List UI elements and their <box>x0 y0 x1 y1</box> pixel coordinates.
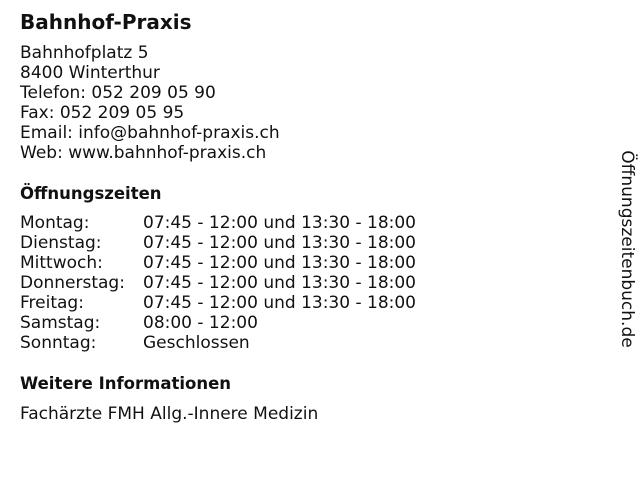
hours-day: Sonntag: <box>20 333 97 353</box>
web-line: Web: www.bahnhof-praxis.ch <box>20 143 267 163</box>
email-line: Email: info@bahnhof-praxis.ch <box>20 123 280 143</box>
hours-row-sunday <box>20 333 416 353</box>
opening-hours-table <box>20 213 416 353</box>
hours-time: 07:45 - 12:00 und 13:30 - 18:00 <box>143 253 416 273</box>
hours-row-thursday <box>20 273 416 293</box>
hours-row-monday <box>20 213 416 233</box>
hours-day: Dienstag: <box>20 233 102 253</box>
opening-hours-heading: Öffnungszeiten <box>20 184 162 203</box>
address-city: 8400 Winterthur <box>20 63 160 83</box>
address-street: Bahnhofplatz 5 <box>20 43 149 63</box>
fax-line: Fax: 052 209 05 95 <box>20 103 185 123</box>
hours-row-saturday <box>20 313 416 333</box>
hours-time: 07:45 - 12:00 und 13:30 - 18:00 <box>143 213 416 233</box>
hours-time: 07:45 - 12:00 und 13:30 - 18:00 <box>143 233 416 253</box>
further-info-text: Fachärzte FMH Allg.-Innere Medizin <box>20 404 319 424</box>
hours-time: 08:00 - 12:00 <box>143 313 258 333</box>
address-block <box>20 43 280 163</box>
hours-time: 07:45 - 12:00 und 13:30 - 18:00 <box>143 273 416 293</box>
hours-time: 07:45 - 12:00 und 13:30 - 18:00 <box>143 293 416 313</box>
hours-day: Donnerstag: <box>20 273 125 293</box>
hours-day: Samstag: <box>20 313 101 333</box>
hours-day: Mittwoch: <box>20 253 103 273</box>
hours-row-friday <box>20 293 416 313</box>
hours-row-tuesday <box>20 233 416 253</box>
site-watermark: Öffnungszeitenbuch.de <box>617 150 637 348</box>
hours-day: Montag: <box>20 213 90 233</box>
page-title: Bahnhof-Praxis <box>20 10 192 34</box>
phone-line: Telefon: 052 209 05 90 <box>20 83 216 103</box>
hours-row-wednesday <box>20 253 416 273</box>
hours-day: Freitag: <box>20 293 84 313</box>
further-info-heading: Weitere Informationen <box>20 374 232 393</box>
hours-time: Geschlossen <box>143 333 250 353</box>
